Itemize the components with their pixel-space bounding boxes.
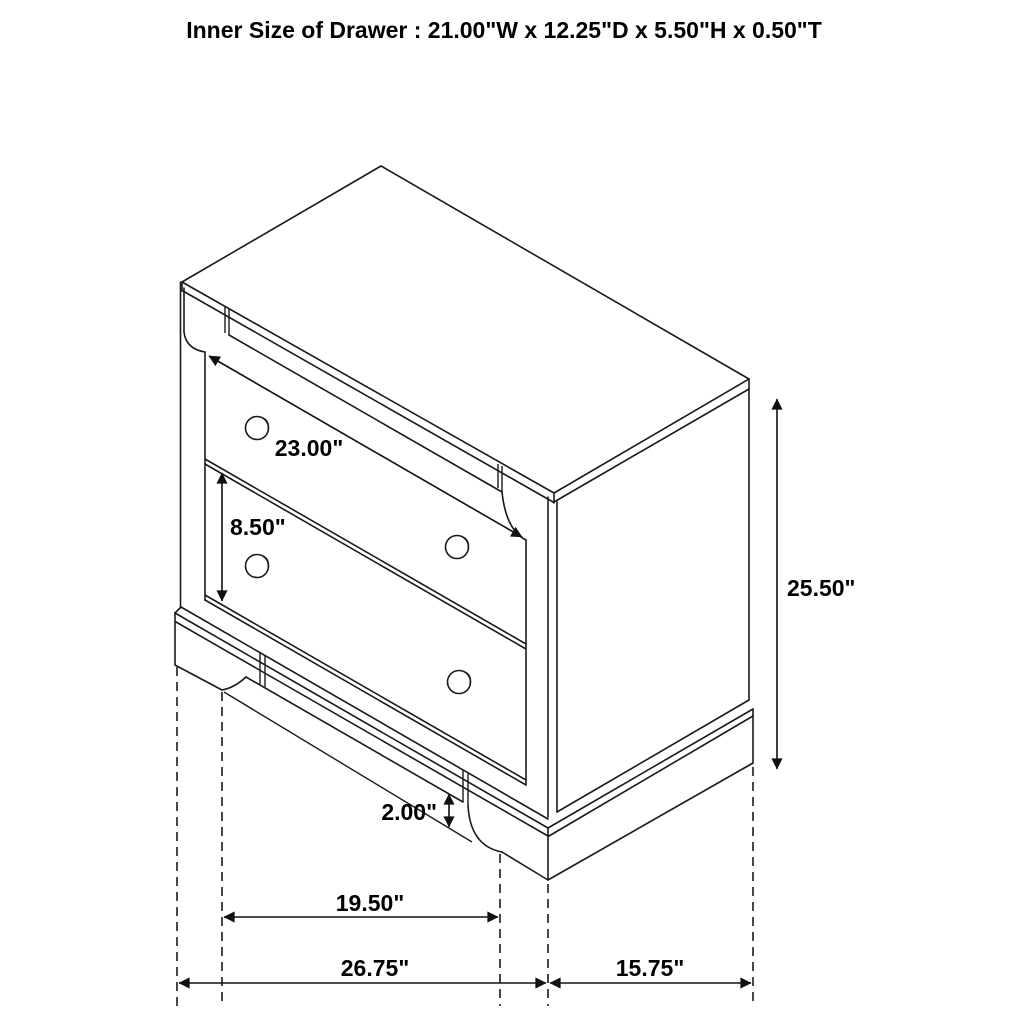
dim-label-drawer-width: 23.00"	[274, 435, 344, 461]
dimension-labels	[230, 435, 855, 981]
dim-label-drawer-height: 8.50"	[230, 514, 286, 540]
dim-label-leg-span: 19.50"	[335, 890, 405, 916]
dim-label-foot-cutout-height: 2.00"	[381, 799, 437, 825]
dim-label-overall-depth: 15.75"	[615, 955, 685, 981]
drawing-title: Inner Size of Drawer : 21.00"W x 12.25"D x 5.50"H x 0.50"T	[186, 17, 822, 43]
drawer-width-arrow	[209, 356, 522, 537]
dim-label-overall-width: 26.75"	[340, 955, 410, 981]
dim-label-overall-height: 25.50"	[787, 575, 856, 601]
cabinet-case	[181, 282, 750, 819]
cabinet-top	[182, 166, 749, 503]
